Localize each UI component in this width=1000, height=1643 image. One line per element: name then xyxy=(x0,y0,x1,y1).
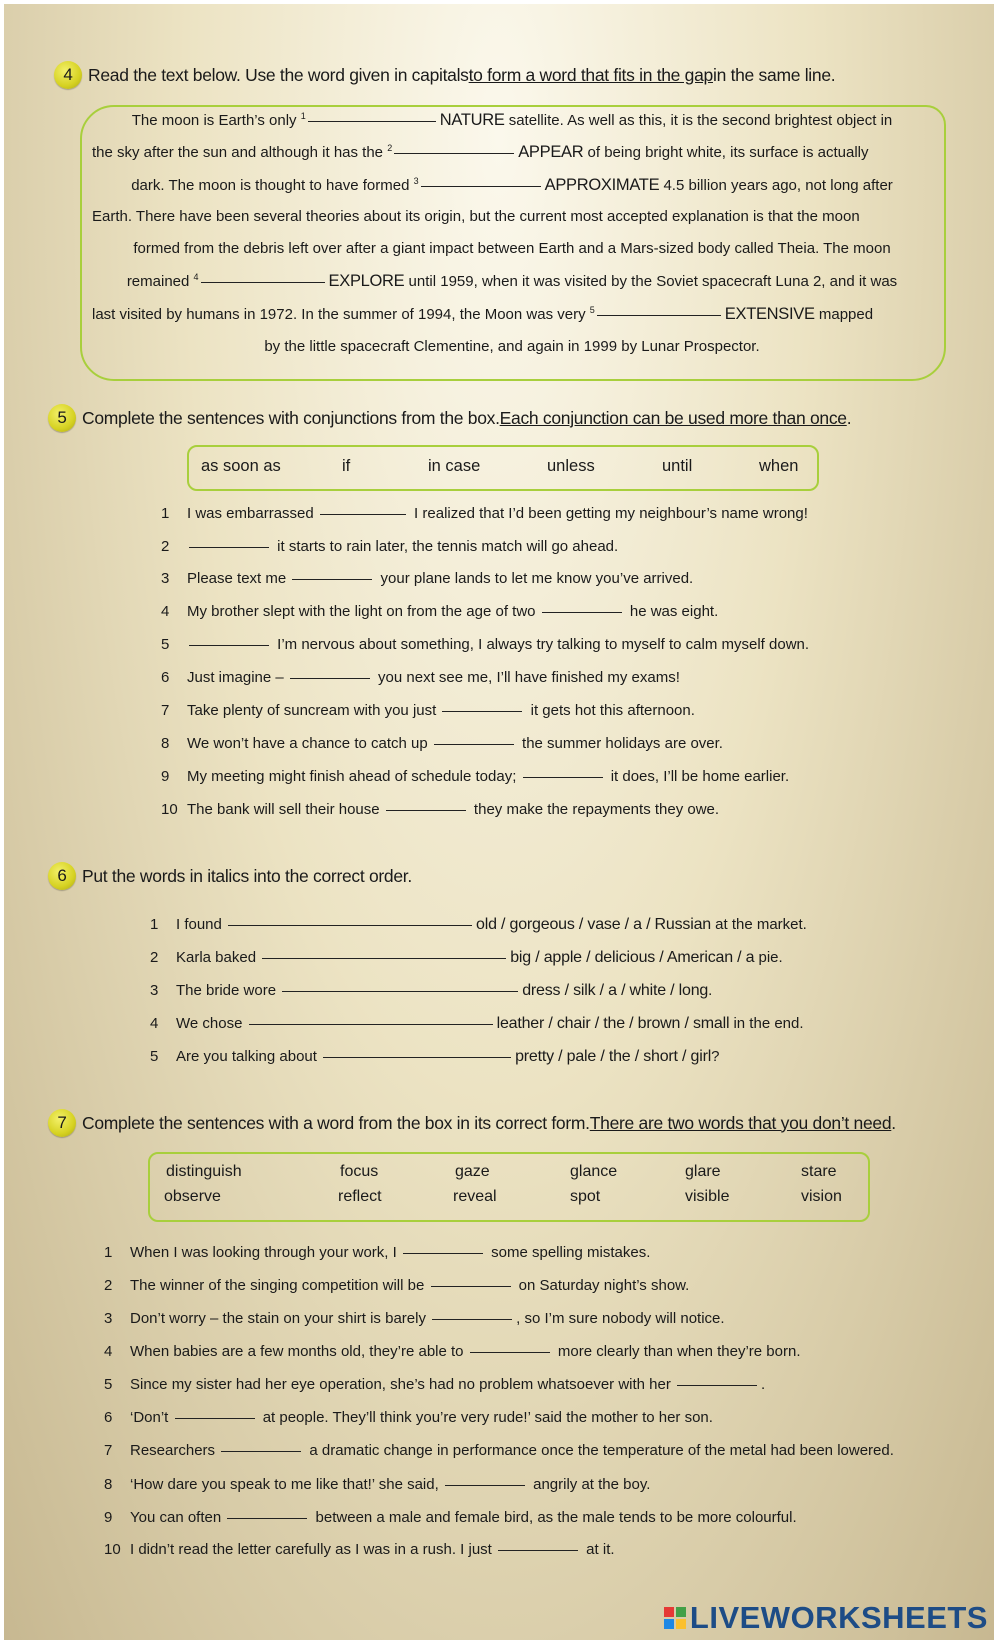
q6-sentence-5: 5 Are you talking about pretty / pale / the / short / girl? xyxy=(150,1048,720,1065)
q4-gap-4[interactable] xyxy=(201,281,325,283)
q5-gap-2[interactable] xyxy=(189,546,269,548)
q5-sentence-9: 9 My meeting might finish ahead of schedule today; it does, I’ll be home earlier. xyxy=(161,768,790,785)
q6-title-text: Put the words in italics into the correct order. xyxy=(82,865,412,886)
q4-gap-2[interactable] xyxy=(394,152,514,154)
q7-sentence-1: 1 When I was looking through your work, I some spelling mistakes. xyxy=(104,1244,651,1261)
q7-sentence-8: 8 ‘How dare you speak to me like that!’ she said, angrily at the boy. xyxy=(104,1476,651,1493)
q7-word-2: focus xyxy=(340,1163,379,1180)
q7-word-7: observe xyxy=(164,1188,221,1205)
q5-gap-9[interactable] xyxy=(523,776,603,778)
q5-sentence-4: 4 My brother slept with the light on from the age of two he was eight. xyxy=(161,603,719,620)
q7-word-11: visible xyxy=(685,1188,730,1205)
q5-gap-8[interactable] xyxy=(434,743,514,745)
liveworksheets-logo[interactable] xyxy=(664,1600,988,1636)
logo-square-red xyxy=(664,1607,674,1617)
q4-line-2: the sky after the sun and although it has the $^2$ APPEAR of being bright white, its surface is actually xyxy=(92,143,869,161)
q5-sentence-5: 5 I’m nervous about something, I always try talking to myself to calm myself down. xyxy=(161,636,810,653)
q5-word-1: as soon as xyxy=(201,457,281,475)
logo-squares-icon xyxy=(664,1607,686,1629)
q7-gap-10[interactable] xyxy=(498,1549,578,1551)
q6-gap-4[interactable] xyxy=(249,1023,493,1025)
q6-sentence-1: 1 I found old / gorgeous / vase / a / Russian at the market. xyxy=(150,916,807,933)
q6-gap-2[interactable] xyxy=(262,957,506,959)
q5-sentence-6: 6 Just imagine – you next see me, I’ll have finished my exams! xyxy=(161,669,680,686)
q7-word-box xyxy=(148,1152,870,1222)
q7-sentence-5: 5 Since my sister had her eye operation, she’s had no problem whatsoever with her . xyxy=(104,1376,766,1393)
q6-title xyxy=(48,862,412,890)
q4-title-end: in the same line. xyxy=(712,64,836,85)
q4-gap-3[interactable] xyxy=(421,185,541,187)
logo-square-yellow xyxy=(676,1619,686,1629)
q4-line-6: remained $^4$ EXPLORE until 1959, when it was visited by the Soviet spacecraft Luna 2, and it was xyxy=(126,272,898,290)
q4-title-underlined: to form a word that fits in the gap xyxy=(468,64,713,85)
q7-gap-4[interactable] xyxy=(470,1351,550,1353)
q7-word-4: glance xyxy=(570,1163,618,1180)
q6-sentence-2: 2 Karla baked big / apple / delicious / American / a pie. xyxy=(150,949,783,966)
q4-title xyxy=(54,61,835,89)
q6-sentence-4: 4 We chose leather / chair / the / brown / small in the end. xyxy=(150,1015,804,1032)
q5-sentence-10: 10 The bank will sell their house they make the repayments they owe. xyxy=(161,801,720,818)
q7-title-end: . xyxy=(891,1112,896,1133)
q7-word-9: reveal xyxy=(453,1188,497,1205)
q6-sentence-3: 3 The bride wore dress / silk / a / white / long. xyxy=(150,982,713,999)
q5-number-badge: 5 xyxy=(48,404,76,432)
logo-text: LIVEWORKSHEETS xyxy=(689,1600,988,1635)
q7-title-underlined: There are two words that you don’t need xyxy=(589,1112,892,1133)
logo-square-blue xyxy=(664,1619,674,1629)
q4-line-5: formed from the debris left over after a giant impact between Earth and a Mars-sized body called Theia. The moon xyxy=(133,240,891,257)
q5-word-3: in case xyxy=(428,457,481,475)
q7-gap-9[interactable] xyxy=(227,1517,307,1519)
q5-gap-5[interactable] xyxy=(189,644,269,646)
q5-word-4: unless xyxy=(547,457,595,475)
q7-gap-5[interactable] xyxy=(677,1384,757,1386)
worksheet-page xyxy=(4,4,994,1640)
q7-word-3: gaze xyxy=(455,1163,490,1180)
q6-gap-5[interactable] xyxy=(323,1056,511,1058)
q7-word-8: reflect xyxy=(338,1188,382,1205)
q4-line-1: The moon is Earth’s only $^1$ NATURE satellite. As well as this, it is the second brightest object in xyxy=(131,111,893,129)
q7-sentence-6: 6 ‘Don’t at people. They’ll think you’re very rude!’ said the mother to her son. xyxy=(104,1409,713,1426)
q4-gap-5[interactable] xyxy=(597,314,721,316)
q5-title xyxy=(48,404,851,432)
q5-gap-4[interactable] xyxy=(542,611,622,613)
q7-number-badge: 7 xyxy=(48,1109,76,1137)
q5-sentence-3: 3 Please text me your plane lands to let me know you’ve arrived. xyxy=(161,570,694,587)
q5-gap-3[interactable] xyxy=(292,578,372,580)
q5-sentence-7: 7 Take plenty of suncream with you just it gets hot this afternoon. xyxy=(161,702,695,719)
q5-sentence-1: 1 I was embarrassed I realized that I’d been getting my neighbour’s name wrong! xyxy=(161,505,808,522)
q7-word-10: spot xyxy=(570,1188,601,1205)
q7-word-1: distinguish xyxy=(166,1163,242,1180)
q5-title-underlined: Each conjunction can be used more than once xyxy=(499,407,847,428)
q4-line-3: dark. The moon is thought to have formed $^3$ APPROXIMATE 4.5 billion years ago, not long after xyxy=(131,176,893,194)
q6-number-badge: 6 xyxy=(48,862,76,890)
q5-word-6: when xyxy=(759,457,799,475)
q4-line-7: last visited by humans in 1972. In the summer of 1994, the Moon was very $^5$ EXTENSIVE mapped xyxy=(92,305,874,323)
q5-gap-10[interactable] xyxy=(386,809,466,811)
logo-square-green xyxy=(676,1607,686,1617)
q7-sentence-7: 7 Researchers a dramatic change in performance once the temperature of the metal had been lowered. xyxy=(104,1442,894,1459)
q7-sentence-4: 4 When babies are a few months old, they’re able to more clearly than when they’re born. xyxy=(104,1343,801,1360)
q5-word-2: if xyxy=(342,457,351,475)
q4-number-badge: 4 xyxy=(54,61,82,89)
q6-gap-1[interactable] xyxy=(228,924,472,926)
q5-sentence-2: 2 it starts to rain later, the tennis match will go ahead. xyxy=(161,538,619,555)
q7-sentence-3: 3 Don’t worry – the stain on your shirt is barely , so I’m sure nobody will notice. xyxy=(104,1310,725,1327)
q4-gap-1[interactable] xyxy=(308,120,436,122)
q7-gap-2[interactable] xyxy=(431,1285,511,1287)
q7-gap-6[interactable] xyxy=(175,1417,255,1419)
q5-word-5: until xyxy=(662,457,693,475)
q7-gap-7[interactable] xyxy=(221,1450,301,1452)
q7-gap-3[interactable] xyxy=(432,1318,512,1320)
q5-gap-7[interactable] xyxy=(442,710,522,712)
q7-sentence-10: 10 I didn’t read the letter carefully as I was in a rush. I just at it. xyxy=(104,1541,615,1558)
q7-word-6: stare xyxy=(801,1163,837,1180)
q5-word-box xyxy=(187,445,819,491)
q4-title-text: Read the text below. Use the word given in capitals xyxy=(88,64,469,85)
q7-sentence-9: 9 You can often between a male and female bird, as the male tends to be more colourful. xyxy=(104,1509,797,1526)
q4-line-4: Earth. There have been several theories about its origin, but the current most accepted explanation is that the moon xyxy=(92,208,860,225)
q7-gap-8[interactable] xyxy=(445,1484,525,1486)
q6-gap-3[interactable] xyxy=(282,990,518,992)
q4-line-8: by the little spacecraft Clementine, and again in 1999 by Lunar Prospector. xyxy=(264,338,760,355)
q7-gap-1[interactable] xyxy=(403,1252,483,1254)
q5-sentence-8: 8 We won’t have a chance to catch up the summer holidays are over. xyxy=(161,735,723,752)
q5-title-end: . xyxy=(846,407,852,428)
q5-gap-1[interactable] xyxy=(320,513,406,515)
q7-word-5: glare xyxy=(685,1163,721,1180)
q7-title-text: Complete the sentences with a word from the box in its correct form. xyxy=(82,1112,590,1133)
q7-title xyxy=(48,1109,896,1137)
q5-gap-6[interactable] xyxy=(290,677,370,679)
q7-word-12: vision xyxy=(801,1188,842,1205)
q7-sentence-2: 2 The winner of the singing competition will be on Saturday night’s show. xyxy=(104,1277,690,1294)
q5-title-text: Complete the sentences with conjunctions from the box. xyxy=(82,407,500,428)
